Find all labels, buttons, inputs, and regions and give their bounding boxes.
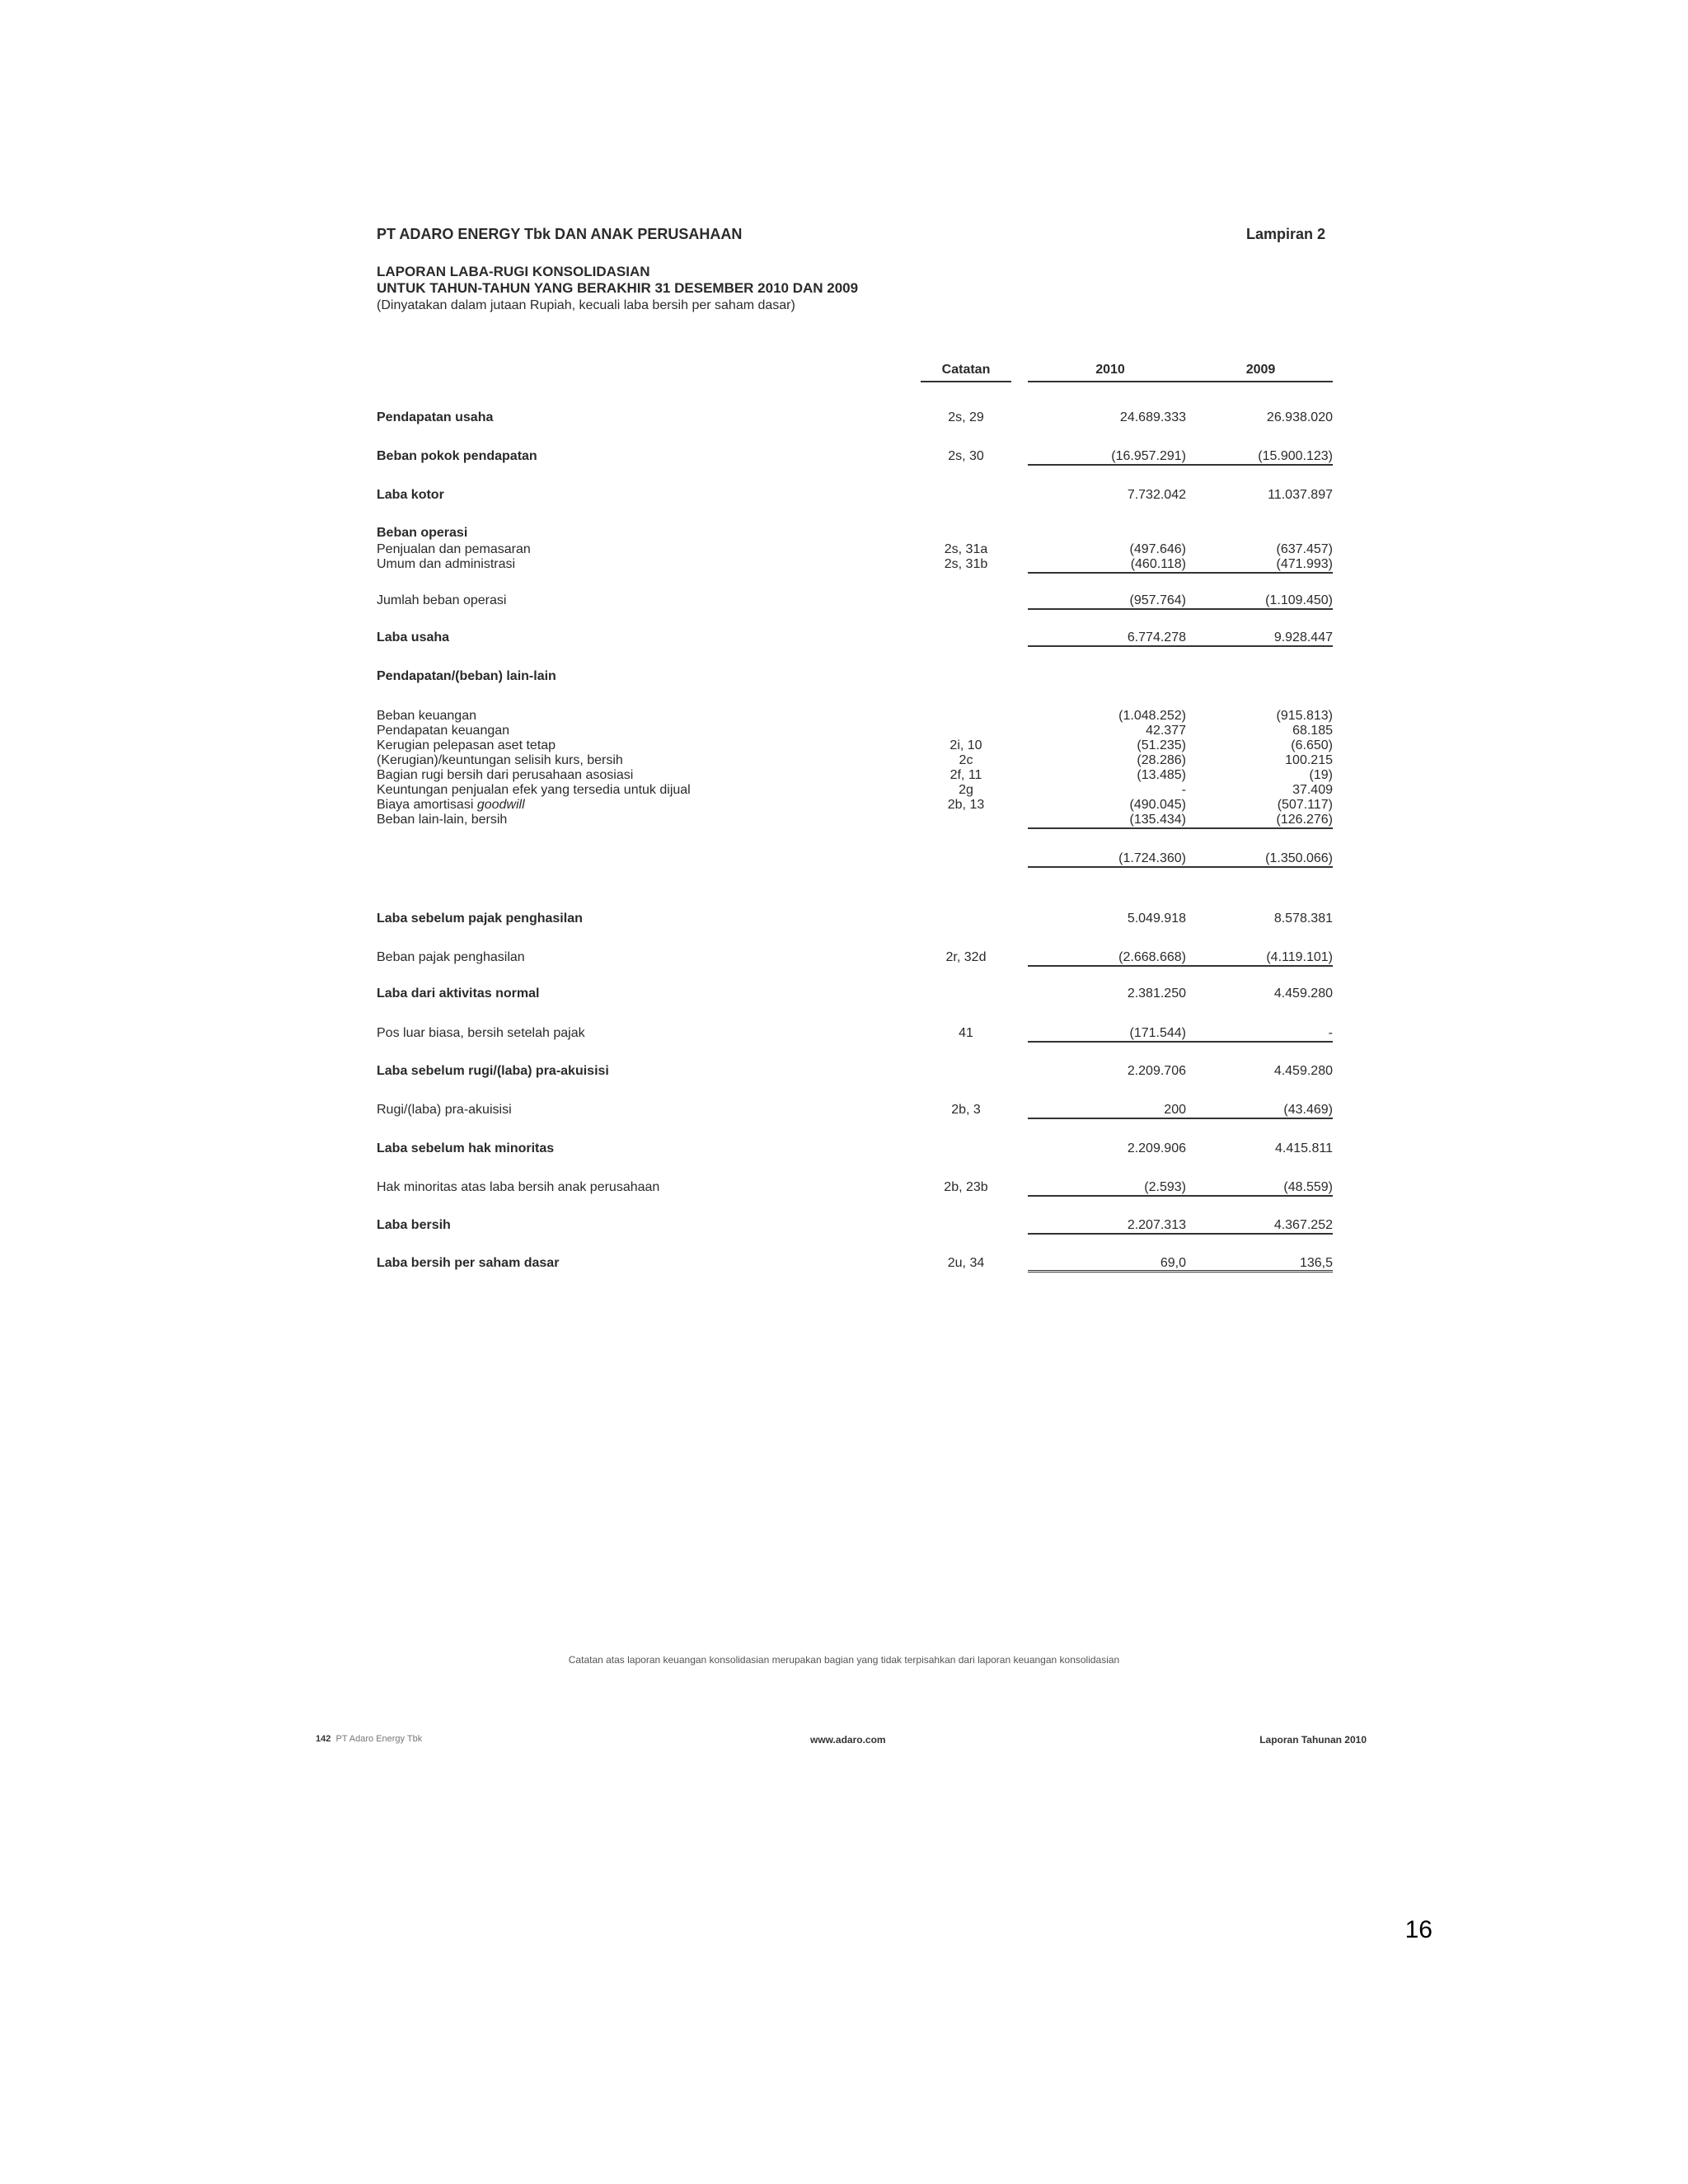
page-number: 16: [1404, 1916, 1432, 1943]
footer-company: PT Adaro Energy Tbk: [335, 1734, 423, 1744]
value-2009: (471.993): [1276, 557, 1333, 571]
row-label: Laba sebelum rugi/(laba) pra-akuisisi: [377, 1064, 609, 1078]
table-row: [377, 449, 1333, 467]
company-name: PT ADARO ENERGY Tbk DAN ANAK PERUSAHAAN: [377, 226, 743, 242]
row-label: Pos luar biasa, bersih setelah pajak: [377, 1026, 585, 1040]
column-header-2009: 2009: [1189, 363, 1333, 382]
value-2009: (43.469): [1283, 1103, 1333, 1117]
value-2010: (13.485): [1137, 768, 1186, 782]
value-2009: 4.415.811: [1275, 1141, 1333, 1155]
report-unit-note: (Dinyatakan dalam jutaan Rupiah, kecuali laba bersih per saham dasar): [377, 298, 795, 312]
value-2009: (637.457): [1276, 542, 1333, 556]
value-2009: 4.367.252: [1273, 1218, 1333, 1232]
value-2010: 2.209.706: [1127, 1064, 1186, 1078]
value-2009: (15.900.123): [1258, 449, 1333, 463]
value-2009: 136,5: [1299, 1256, 1333, 1270]
value-2010: (2.668.668): [1118, 950, 1186, 964]
value-2010: (51.235): [1137, 738, 1186, 752]
report-period: UNTUK TAHUN-TAHUN YANG BERAKHIR 31 DESEMBER 2010 DAN 2009: [377, 280, 859, 296]
value-2009: (915.813): [1276, 709, 1333, 723]
value-2009: (1.350.066): [1265, 851, 1333, 865]
value-2010: (16.957.291): [1111, 449, 1186, 463]
value-2010: (490.045): [1129, 798, 1186, 812]
row-label: Beban lain-lain, bersih: [377, 813, 508, 827]
value-2010: 5.049.918: [1127, 912, 1186, 926]
row-label: Biaya amortisasi goodwill: [377, 798, 525, 812]
table-row: [377, 1141, 1333, 1160]
row-label: Laba bersih: [377, 1218, 451, 1232]
table-row: [377, 1064, 1333, 1082]
value-2010: 42.377: [1146, 724, 1186, 738]
row-note: 2s, 31b: [944, 557, 988, 571]
table-row: [377, 813, 1333, 831]
value-2009: (6.650): [1291, 738, 1333, 752]
row-label: Pendapatan keuangan: [377, 724, 510, 738]
row-label: Bagian rugi bersih dari perusahaan asosiasi: [377, 768, 634, 782]
row-label: Penjualan dan pemasaran: [377, 542, 531, 556]
table-row: [377, 526, 1333, 544]
value-2010: (497.646): [1129, 542, 1186, 556]
row-label: Laba bersih per saham dasar: [377, 1256, 560, 1270]
value-2010: (1.048.252): [1118, 709, 1186, 723]
row-note: 2u, 34: [947, 1256, 985, 1270]
appendix-label: Lampiran 2: [1245, 226, 1325, 242]
row-note: 2b, 3: [951, 1103, 981, 1117]
value-2009: (126.276): [1276, 813, 1333, 827]
value-2009: 100.215: [1285, 753, 1333, 767]
row-note: 2i, 10: [950, 738, 982, 752]
table-row: [377, 593, 1333, 612]
value-2009: (4.119.101): [1266, 950, 1333, 964]
row-label: Keuntungan penjualan efek yang tersedia untuk dijual: [377, 783, 691, 797]
column-header-2010: 2010: [1028, 363, 1193, 382]
value-2010: 6.774.278: [1127, 630, 1186, 644]
row-label: Laba sebelum pajak penghasilan: [377, 912, 583, 926]
value-2010: 2.207.313: [1127, 1218, 1186, 1232]
table-row: [377, 912, 1333, 930]
value-2009: 4.459.280: [1273, 1064, 1333, 1078]
value-2010: 7.732.042: [1127, 488, 1186, 502]
footer-website: www.adaro.com: [810, 1734, 886, 1746]
value-2009: (1.109.450): [1265, 593, 1333, 607]
row-label: Laba sebelum hak minoritas: [377, 1141, 555, 1155]
value-2010: 2.381.250: [1127, 987, 1186, 1001]
row-label: Pendapatan/(beban) lain-lain: [377, 669, 556, 683]
row-note: 2g: [959, 783, 973, 797]
row-label: Beban pajak penghasilan: [377, 950, 525, 964]
table-row: [377, 410, 1333, 429]
table-row: [377, 557, 1333, 575]
value-2009: -: [1328, 1026, 1333, 1040]
row-label: Laba dari aktivitas normal: [377, 987, 540, 1001]
value-2009: 26.938.020: [1266, 410, 1333, 424]
row-label: Beban keuangan: [377, 709, 476, 723]
row-label: Beban operasi: [377, 526, 468, 540]
table-row: [377, 987, 1333, 1005]
value-2010: (1.724.360): [1118, 851, 1186, 865]
value-2009: 4.459.280: [1273, 987, 1333, 1001]
row-note: 2f, 11: [950, 768, 982, 782]
table-row: [377, 630, 1333, 649]
value-2010: (2.593): [1144, 1180, 1186, 1194]
row-note: 2r, 32d: [945, 950, 987, 964]
value-2010: 200: [1164, 1103, 1186, 1117]
footer-report-name: Laporan Tahunan 2010: [1259, 1734, 1367, 1746]
value-2009: (507.117): [1277, 798, 1333, 812]
row-label: Pendapatan usaha: [377, 410, 494, 424]
value-2009: 37.409: [1292, 783, 1333, 797]
value-2010: (957.764): [1129, 593, 1186, 607]
row-label: (Kerugian)/keuntungan selisih kurs, bersih: [377, 753, 623, 767]
row-note: 41: [959, 1026, 973, 1040]
row-label: Umum dan administrasi: [377, 557, 516, 571]
row-note: 2s, 30: [948, 449, 984, 463]
table-row: [377, 1218, 1333, 1236]
value-2010: -: [1181, 783, 1186, 797]
value-2009: 9.928.447: [1273, 630, 1333, 644]
value-2010: 2.209.906: [1127, 1141, 1186, 1155]
value-2009: (19): [1309, 768, 1333, 782]
value-2010: (460.118): [1130, 557, 1186, 571]
table-row: [377, 851, 1333, 869]
value-2010: 69,0: [1160, 1256, 1186, 1270]
row-label: Laba usaha: [377, 630, 450, 644]
footer-page-number: 142: [316, 1734, 331, 1744]
table-row: [377, 669, 1333, 687]
value-2010: (171.544): [1129, 1026, 1186, 1040]
footer-left: [316, 1734, 422, 1744]
table-row: [377, 1026, 1333, 1044]
value-2009: 8.578.381: [1273, 912, 1333, 926]
row-label: Rugi/(laba) pra-akuisisi: [377, 1103, 512, 1117]
row-label: Hak minoritas atas laba bersih anak perusahaan: [377, 1180, 660, 1194]
value-2009: (48.559): [1283, 1180, 1333, 1194]
value-2010: (28.286): [1137, 753, 1186, 767]
table-row: [377, 1103, 1333, 1121]
table-row: [377, 950, 1333, 968]
row-note: 2b, 13: [947, 798, 985, 812]
table-row: [377, 1180, 1333, 1198]
column-header-note: Catatan: [921, 363, 1011, 382]
row-note: 2s, 29: [948, 410, 984, 424]
value-2009: 68.185: [1292, 724, 1333, 738]
table-row: [377, 1256, 1333, 1274]
row-label: Kerugian pelepasan aset tetap: [377, 738, 556, 752]
row-note: 2c: [959, 753, 973, 767]
value-2010: (135.434): [1129, 813, 1186, 827]
footnote-disclaimer: Catatan atas laporan keuangan konsolidasian merupakan bagian yang tidak terpisahkan dari laporan keuangan konsolidasian: [568, 1654, 1120, 1666]
row-label: Beban pokok pendapatan: [377, 449, 537, 463]
report-title: LAPORAN LABA-RUGI KONSOLIDASIAN: [377, 264, 650, 279]
row-label: Laba kotor: [377, 488, 444, 502]
value-2010: 24.689.333: [1119, 410, 1186, 424]
row-label: Jumlah beban operasi: [377, 593, 507, 607]
table-row: [377, 488, 1333, 506]
row-note: 2b, 23b: [944, 1180, 988, 1194]
value-2009: 11.037.897: [1268, 488, 1333, 502]
row-note: 2s, 31a: [944, 542, 988, 556]
